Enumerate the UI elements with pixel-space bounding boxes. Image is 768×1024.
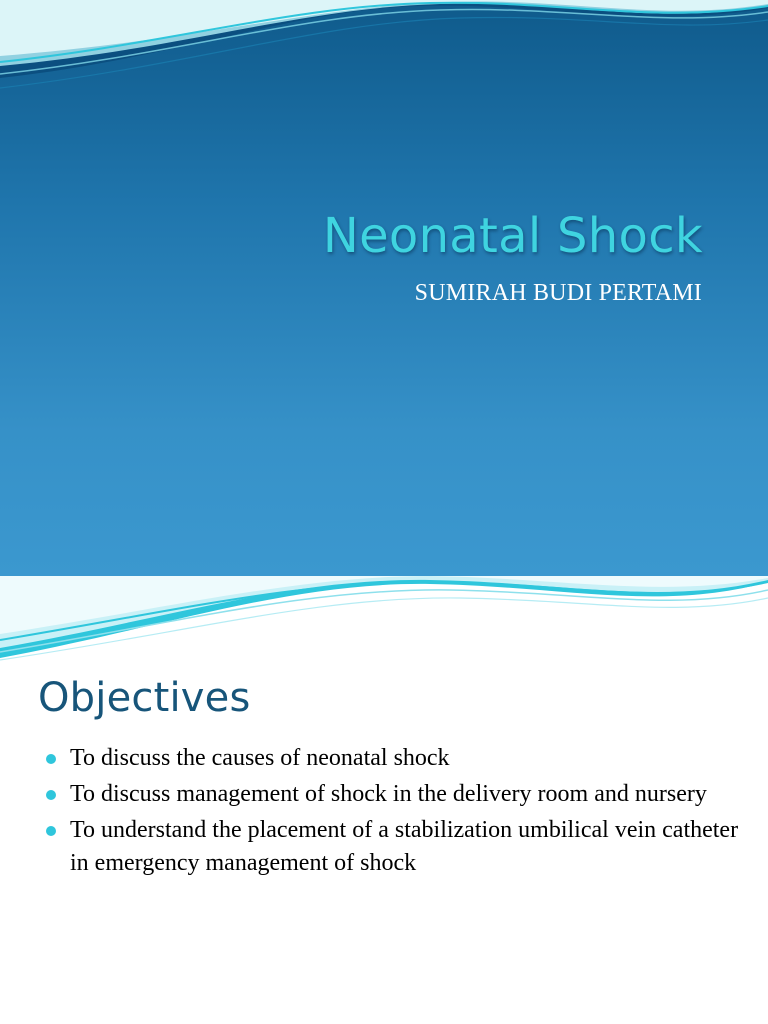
title-slide-wave-decoration xyxy=(0,0,768,120)
objectives-list xyxy=(46,742,746,883)
objective-text: To discuss the causes of neonatal shock xyxy=(70,745,450,771)
objective-item xyxy=(46,778,746,811)
objective-item xyxy=(46,814,746,880)
slide-title: Neonatal Shock xyxy=(322,208,703,264)
objectives-slide xyxy=(0,576,768,1024)
objectives-heading: Objectives xyxy=(38,675,251,721)
objective-item xyxy=(46,742,746,775)
objectives-slide-wave-decoration xyxy=(0,576,768,666)
bullet-dot-icon xyxy=(46,790,56,800)
objective-text: To discuss management of shock in the delivery room and nursery xyxy=(70,781,707,807)
objective-text: To understand the placement of a stabilization umbilical vein catheter in emergency management of shock xyxy=(70,817,739,876)
bullet-dot-icon xyxy=(46,826,56,836)
slide-subtitle: SUMIRAH BUDI PERTAMI xyxy=(414,280,702,306)
bullet-dot-icon xyxy=(46,754,56,764)
